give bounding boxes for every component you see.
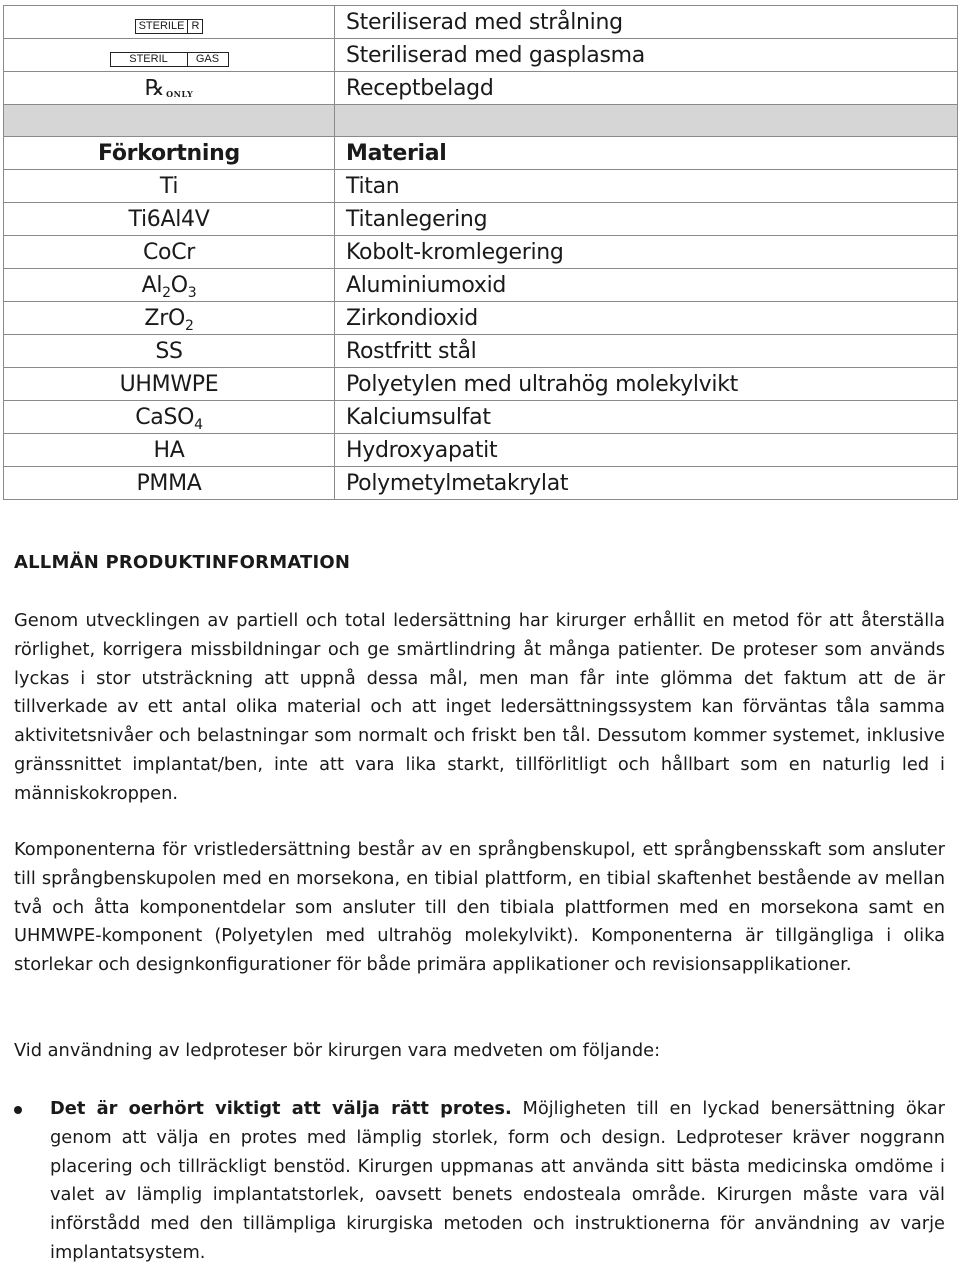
material-abbreviation: PMMA	[4, 467, 335, 500]
material-abbreviation: SS	[4, 335, 335, 368]
sterile-gas-symbol-cell	[4, 39, 335, 72]
material-row	[4, 269, 958, 302]
material-name: Aluminiumoxid	[335, 269, 958, 302]
sterile-r-symbol-cell	[4, 6, 335, 39]
sterile-r-icon: STERILE R	[135, 19, 204, 34]
material-row	[4, 434, 958, 467]
sterile-gas-icon: STERIL GAS	[110, 52, 229, 67]
symbol-row	[4, 6, 958, 39]
symbols-materials-table	[3, 5, 958, 500]
material-row	[4, 203, 958, 236]
material-abbreviation: ZrO$_2$	[4, 302, 335, 335]
rx-only-icon: ℞ ONLY	[144, 75, 194, 101]
material-name: Hydroxyapatit	[335, 434, 958, 467]
material-name: Kalciumsulfat	[335, 401, 958, 434]
material-name: Polyetylen med ultrahög molekylvikt	[335, 368, 958, 401]
material-row	[4, 335, 958, 368]
symbol-description: Receptbelagd	[335, 72, 958, 105]
material-abbreviation: CaSO$_4$	[4, 401, 335, 434]
section-heading: ALLMÄN PRODUKTINFORMATION	[14, 552, 351, 573]
material-abbreviation: Ti	[4, 170, 335, 203]
material-row	[4, 170, 958, 203]
material-abbreviation: UHMWPE	[4, 368, 335, 401]
material-abbreviation: HA	[4, 434, 335, 467]
material-row	[4, 302, 958, 335]
material-name: Polymetylmetakrylat	[335, 467, 958, 500]
material-header: Material	[335, 137, 958, 170]
symbol-row	[4, 39, 958, 72]
symbol-row	[4, 72, 958, 105]
material-row	[4, 368, 958, 401]
symbol-description: Steriliserad med gasplasma	[335, 39, 958, 72]
components-paragraph: Komponenterna för vristledersättning består av en språngbenskupol, ett språngbensskaft som ansluter till språngbenskupolen med en morsekona, en tibial plattform, en tibial skaftenhet bestående av mellan två och åtta komponentdelar som ansluter till den tibiala plattformen med en morsekona samt en UHMWPE-komponent (Polyetylen med ultrahög molekylvikt). Komponenterna är tillgängliga i olika storlekar och designkonfigurationer för både primära applikationer och revisionsapplikationer.	[14, 839, 945, 976]
material-abbreviation: $Al_2O_3$	[4, 269, 335, 302]
bullet-body: Möjligheten till en lyckad benersättning ökar genom att välja en protes med lämplig storlek, form och design. Ledproteser kräver noggrann placering och tillräckligt benstöd. Kirurgen uppmanas att använda sitt bästa medicinska omdöme i valet av lämplig implantatstorlek, oavsett benets endosteala område. Kirurgen måste vara väl införstådd med den tillämpliga kirurgiska metoden och instruktionerna för användning av varje implantatsystem.	[50, 1098, 945, 1263]
material-name: Zirkondioxid	[335, 302, 958, 335]
material-abbreviation: Ti6Al4V	[4, 203, 335, 236]
bullet-dot-icon	[14, 1106, 22, 1114]
bullet-item	[50, 1095, 945, 1268]
material-name: Titanlegering	[335, 203, 958, 236]
table-divider-row	[4, 105, 958, 137]
table-header-row	[4, 137, 958, 170]
material-abbreviation: CoCr	[4, 236, 335, 269]
rx-only-symbol-cell	[4, 72, 335, 105]
material-row	[4, 236, 958, 269]
awareness-paragraph: Vid användning av ledproteser bör kirurgen vara medveten om följande:	[14, 1040, 661, 1061]
bullet-list	[14, 1095, 945, 1268]
bullet-emphasis: Det är oerhört viktigt att välja rätt protes.	[50, 1098, 512, 1119]
abbreviation-header: Förkortning	[4, 137, 335, 170]
material-row	[4, 401, 958, 434]
intro-paragraph: Genom utvecklingen av partiell och total ledersättning har kirurger erhållit en metod för att återställa rörlighet, korrigera missbildningar och ge smärtlindring åt många patienter. De proteser som används lyckas i stor utsträckning att uppnå dessa mål, men man får inte glömma det faktum att de är tillverkade av ett antal olika material och att inget ledersättningssystem kan förväntas tåla samma aktivitetsnivåer och belastningar som normalt och friskt ben tål. Dessutom kommer systemet, inklusive gränssnittet implantat/ben, inte att vara lika starkt, tillförlitligt och hållbart som en naturlig led i människokroppen.	[14, 610, 945, 804]
material-row	[4, 467, 958, 500]
symbol-description: Steriliserad med strålning	[335, 6, 958, 39]
material-name: Rostfritt stål	[335, 335, 958, 368]
material-name: Kobolt-kromlegering	[335, 236, 958, 269]
material-name: Titan	[335, 170, 958, 203]
